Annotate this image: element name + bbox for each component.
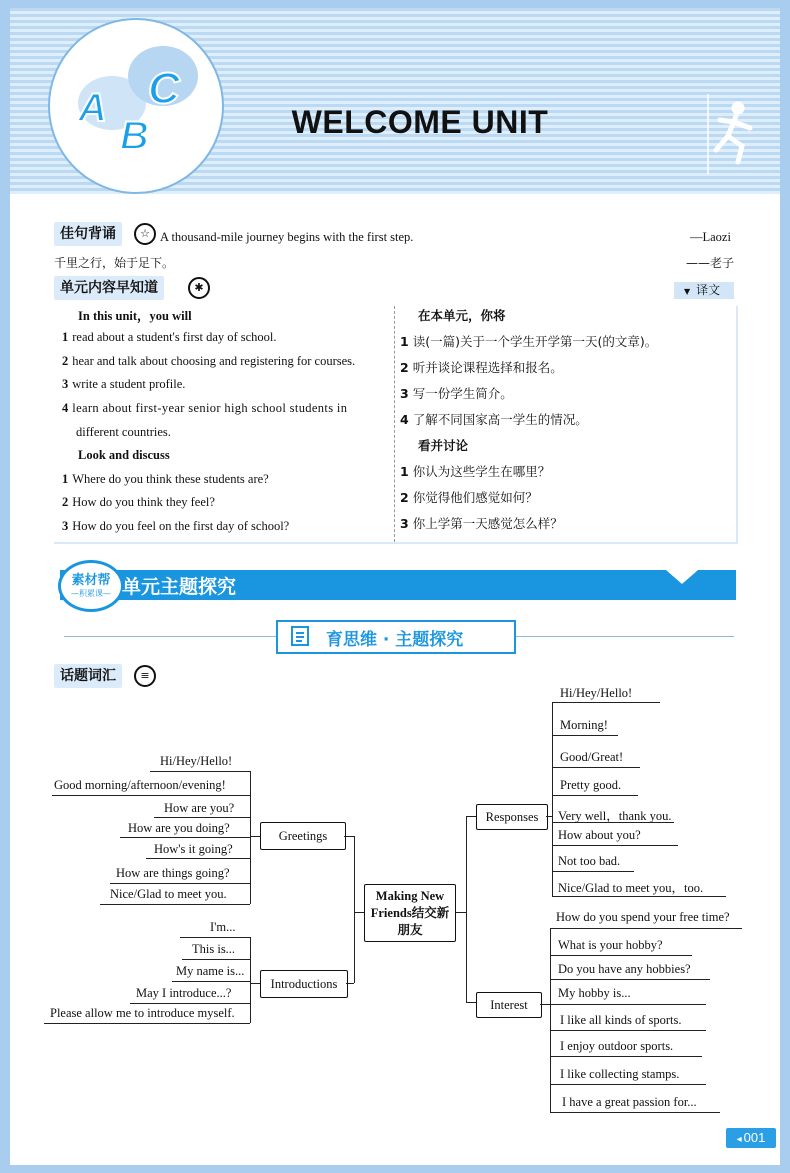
connector bbox=[346, 983, 354, 984]
cn-heading-discuss: 看并讨论 bbox=[418, 438, 469, 453]
list-item: 4 learn about first-year senior high school students in bbox=[62, 401, 348, 415]
runner-icon bbox=[698, 94, 768, 174]
interest-item: I have a great passion for... bbox=[562, 1095, 697, 1109]
underline bbox=[552, 735, 618, 736]
underline bbox=[552, 896, 726, 897]
interest-item: My hobby is... bbox=[558, 986, 631, 1000]
intro-item: This is... bbox=[192, 942, 236, 956]
underline bbox=[552, 795, 638, 796]
preview-label: 单元内容早知道 bbox=[54, 276, 164, 300]
connector bbox=[540, 1004, 550, 1005]
greeting-item: How are you doing? bbox=[128, 821, 230, 835]
response-item: Pretty good. bbox=[560, 778, 622, 792]
connector bbox=[344, 836, 354, 837]
underline bbox=[120, 837, 250, 838]
underline bbox=[130, 1003, 250, 1004]
underline bbox=[552, 822, 674, 823]
response-item: Very well，thank you. bbox=[558, 809, 672, 823]
list-item-continued: different countries. bbox=[76, 425, 171, 439]
plug-icon: ◂ bbox=[736, 1134, 742, 1145]
connector bbox=[250, 836, 260, 837]
response-item: Hi/Hey/Hello! bbox=[560, 686, 633, 700]
quote-chinese-author: ——老子 bbox=[686, 256, 735, 270]
underline bbox=[552, 871, 634, 872]
underline bbox=[550, 955, 692, 956]
greeting-item: How are things going? bbox=[116, 866, 230, 880]
center-node: Making New Friends结交新朋友 bbox=[364, 884, 456, 942]
decor-line bbox=[512, 636, 734, 637]
underline bbox=[110, 883, 250, 884]
en-heading-discuss: Look and discuss bbox=[78, 448, 170, 462]
introductions-node: Introductions bbox=[260, 970, 348, 998]
underline bbox=[552, 767, 640, 768]
underline bbox=[150, 771, 250, 772]
list-item: 1 读(一篇)关于一个学生开学第一天(的文章)。 bbox=[400, 334, 658, 349]
connector bbox=[354, 912, 364, 913]
underline bbox=[550, 1056, 702, 1057]
intro-item: May I introduce...? bbox=[136, 986, 232, 1000]
underline bbox=[550, 1112, 720, 1113]
underline bbox=[182, 959, 250, 960]
bracket-line bbox=[466, 816, 467, 1002]
list-item: 1 Where do you think these students are? bbox=[62, 472, 269, 486]
underline bbox=[550, 1030, 706, 1031]
underline bbox=[44, 1023, 250, 1024]
list-item: 3 write a student profile. bbox=[62, 377, 186, 391]
letter-c: C bbox=[148, 64, 180, 113]
list-item: 1 read about a student's first day of school. bbox=[62, 330, 277, 344]
connector bbox=[466, 816, 476, 817]
greeting-item: Nice/Glad to meet you. bbox=[110, 887, 227, 901]
translation-toggle[interactable] bbox=[674, 282, 734, 299]
intro-item: Please allow me to introduce myself. bbox=[50, 1006, 235, 1020]
lightbulb-icon: ✱ bbox=[188, 277, 210, 299]
intro-item: My name is... bbox=[176, 964, 245, 978]
underline bbox=[172, 981, 250, 982]
cn-heading-unit: 在本单元，你将 bbox=[418, 308, 506, 323]
badge bbox=[58, 560, 124, 612]
triangle-down-icon: ▼ bbox=[684, 287, 691, 296]
quote-english: A thousand-mile journey begins with the first step. bbox=[160, 230, 414, 244]
abc-lightbulb-icon bbox=[48, 18, 224, 194]
bracket-line bbox=[552, 702, 553, 896]
notebook-icon bbox=[290, 625, 312, 647]
underline bbox=[550, 1084, 706, 1085]
badge-main: 素材帮 bbox=[71, 573, 111, 588]
interest-item: What is your hobby? bbox=[558, 938, 663, 952]
page-number bbox=[726, 1128, 776, 1148]
page bbox=[10, 8, 780, 1165]
sub-banner-title: 育思维 · 主题探究 bbox=[326, 630, 464, 650]
page-number-text: 001 bbox=[743, 1130, 766, 1145]
response-item: Morning! bbox=[560, 718, 608, 732]
greetings-node: Greetings bbox=[260, 822, 346, 850]
responses-node: Responses bbox=[476, 804, 548, 830]
list-item: 2 听并谈论课程选择和报名。 bbox=[400, 360, 563, 375]
interest-item: I like all kinds of sports. bbox=[560, 1013, 682, 1027]
translation-label: 译文 bbox=[696, 283, 721, 297]
response-item: Not too bad. bbox=[558, 854, 621, 868]
letter-b: B bbox=[120, 114, 149, 158]
interest-node: Interest bbox=[476, 992, 542, 1018]
underline bbox=[552, 702, 660, 703]
list-item: 4 了解不同国家高一学生的情况。 bbox=[400, 412, 588, 427]
quote-chinese: 千里之行，始于足下。 bbox=[54, 256, 175, 270]
response-item: How about you? bbox=[558, 828, 641, 842]
connector bbox=[466, 1002, 476, 1003]
greeting-item: How are you? bbox=[164, 801, 235, 815]
underline bbox=[550, 979, 710, 980]
bracket-line bbox=[354, 836, 355, 983]
underline bbox=[550, 1004, 706, 1005]
list-item: 3 写一份学生简介。 bbox=[400, 386, 513, 401]
greeting-item: How's it going? bbox=[154, 842, 233, 856]
underline bbox=[550, 928, 742, 929]
underline bbox=[52, 795, 250, 796]
underline bbox=[146, 858, 250, 859]
page-title: WELCOME UNIT bbox=[291, 104, 549, 140]
letter-a: A bbox=[78, 86, 107, 130]
list-icon: ≡ bbox=[134, 665, 156, 687]
banner-notch-icon bbox=[662, 570, 702, 588]
interest-item: I like collecting stamps. bbox=[560, 1067, 680, 1081]
greeting-item: Hi/Hey/Hello! bbox=[160, 754, 233, 768]
list-item: 2 hear and talk about choosing and registering for courses. bbox=[62, 354, 356, 368]
underline bbox=[552, 845, 678, 846]
greeting-item: Good morning/afternoon/evening! bbox=[54, 778, 226, 792]
column-divider bbox=[394, 306, 395, 542]
list-item: 2 How do you think they feel? bbox=[62, 495, 215, 509]
connector bbox=[250, 983, 260, 984]
interest-item: I enjoy outdoor sports. bbox=[560, 1039, 674, 1053]
underline bbox=[154, 817, 250, 818]
bracket-line bbox=[250, 771, 251, 904]
response-item: Good/Great! bbox=[560, 750, 624, 764]
badge-sub: —积累课— bbox=[71, 589, 111, 598]
list-item: 1 你认为这些学生在哪里？ bbox=[400, 464, 551, 479]
underline bbox=[100, 904, 250, 905]
decor-line bbox=[64, 636, 276, 637]
en-heading-unit: In this unit，you will bbox=[78, 309, 192, 323]
interest-item: How do you spend your free time? bbox=[556, 910, 730, 924]
intro-item: I'm... bbox=[210, 920, 236, 934]
interest-item: Do you have any hobbies? bbox=[558, 962, 691, 976]
vocab-label: 话题词汇 bbox=[54, 664, 122, 688]
star-icon: ☆ bbox=[134, 223, 156, 245]
list-item: 2 你觉得他们感觉如何？ bbox=[400, 490, 538, 505]
banner-title: 单元主题探究 bbox=[122, 576, 237, 598]
connector bbox=[456, 912, 466, 913]
quote-label: 佳句背诵 bbox=[54, 222, 122, 246]
underline bbox=[180, 937, 250, 938]
quote-english-author: —Laozi bbox=[690, 230, 731, 244]
list-item: 3 How do you feel on the first day of school? bbox=[62, 519, 290, 533]
bracket-line bbox=[250, 937, 251, 1023]
response-item: Nice/Glad to meet you，too. bbox=[558, 881, 704, 895]
list-item: 3 你上学第一天感觉怎么样？ bbox=[400, 516, 563, 531]
